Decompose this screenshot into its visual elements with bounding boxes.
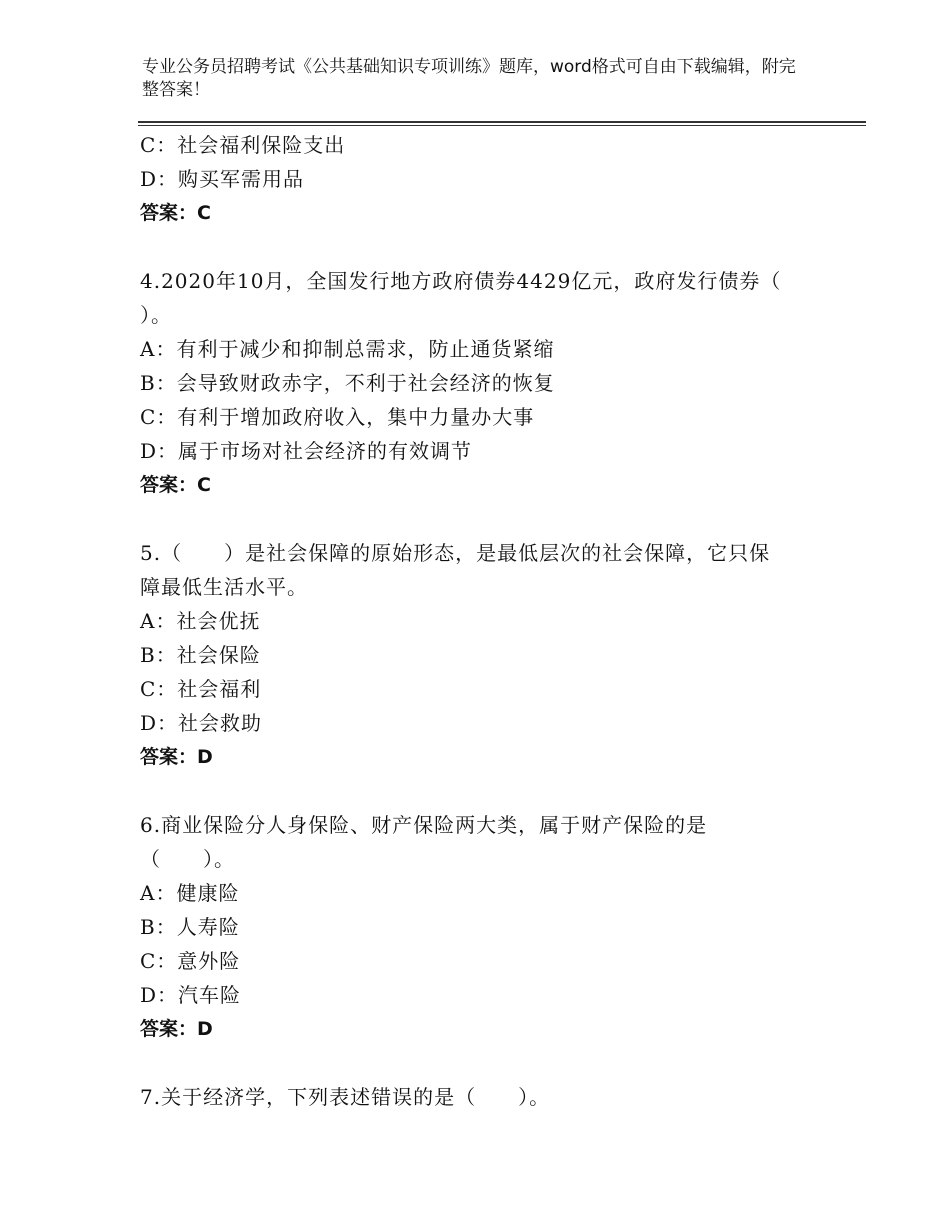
answer: 答案：D bbox=[140, 746, 213, 768]
option-d: D：属于市场对社会经济的有效调节 bbox=[140, 439, 473, 463]
header-rule-thin bbox=[138, 125, 866, 126]
page-header: 专业公务员招聘考试《公共基础知识专项训练》题库，word格式可自由下载编辑，附完整答案！ bbox=[142, 57, 796, 100]
option-d: D：社会救助 bbox=[140, 711, 263, 735]
option-a: A：社会优抚 bbox=[140, 609, 261, 633]
question-7 bbox=[140, 1080, 800, 1114]
answer: 答案：C bbox=[140, 202, 211, 224]
option-a: A：有利于减少和抑制总需求，防止通货紧缩 bbox=[140, 337, 555, 361]
option-b: B：人寿险 bbox=[140, 915, 240, 939]
option-c: C：意外险 bbox=[140, 949, 241, 973]
spacer bbox=[140, 502, 800, 536]
question-stem-continued: 障最低生活水平。 bbox=[140, 575, 308, 599]
option-b: B：会导致财政赤字，不利于社会经济的恢复 bbox=[140, 371, 555, 395]
question-4 bbox=[140, 264, 800, 502]
header-rule-thick bbox=[138, 121, 866, 123]
option-d: D：汽车险 bbox=[140, 983, 242, 1007]
question-stem: 7.关于经济学，下列表述错误的是（ ）。 bbox=[140, 1085, 551, 1109]
spacer bbox=[140, 1046, 800, 1080]
question-stem-continued: ）。 bbox=[140, 303, 172, 327]
option-b: B：社会保险 bbox=[140, 643, 261, 667]
question-stem: 4.2020年10月，全国发行地方政府债券4429亿元，政府发行债券（ bbox=[140, 269, 782, 293]
spacer bbox=[140, 230, 800, 264]
spacer bbox=[140, 774, 800, 808]
carryover-block bbox=[140, 128, 800, 230]
question-content bbox=[140, 128, 800, 1114]
option-c: C：有利于增加政府收入，集中力量办大事 bbox=[140, 405, 535, 429]
question-5 bbox=[140, 536, 800, 774]
answer: 答案：D bbox=[140, 1018, 213, 1040]
option-c: C：社会福利保险支出 bbox=[140, 133, 346, 157]
option-d: D：购买军需用品 bbox=[140, 167, 305, 191]
question-stem-continued: （ ）。 bbox=[140, 847, 235, 871]
option-a: A：健康险 bbox=[140, 881, 240, 905]
question-stem: 5.（ ）是社会保障的原始形态，是最低层次的社会保障，它只保 bbox=[140, 541, 771, 565]
question-stem: 6.商业保险分人身保险、财产保险两大类，属于财产保险的是 bbox=[140, 813, 708, 837]
option-c: C：社会福利 bbox=[140, 677, 262, 701]
question-6 bbox=[140, 808, 800, 1046]
answer: 答案：C bbox=[140, 474, 211, 496]
